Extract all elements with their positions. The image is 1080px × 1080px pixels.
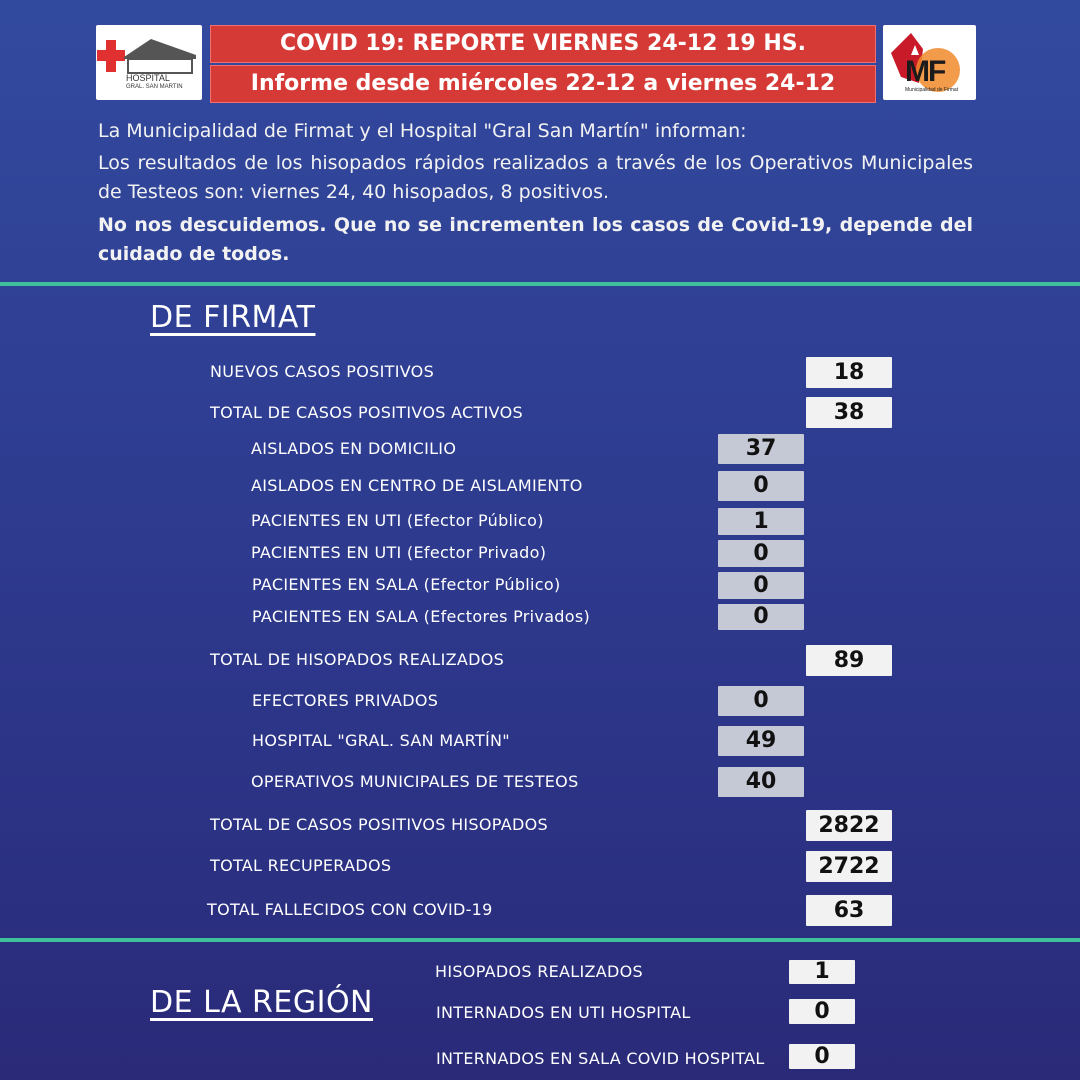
row-value-uti-publico: 1 (718, 508, 804, 535)
row-value-sala-publico: 0 (718, 572, 804, 599)
row-label-sala-publico: PACIENTES EN SALA (Efector Público) (252, 575, 561, 594)
row-label-efectores-privados: EFECTORES PRIVADOS (252, 691, 439, 710)
row-value-uti-privado: 0 (718, 540, 804, 567)
row-value-efectores-privados: 0 (718, 686, 804, 716)
municipal-logo-caption: Municipalidad de Firmat (905, 87, 959, 93)
intro-line-2: Los resultados de los hisopados rápidos realizados a través de los Operativos Municipales de Testeos son: viernes 24, 40 hisopados, 8 positivos. (98, 152, 973, 203)
row-value-total-hisopados: 89 (806, 645, 892, 676)
row-label-uti-privado: PACIENTES EN UTI (Efector Privado) (251, 543, 547, 562)
region-label-sala: INTERNADOS EN SALA COVID HOSPITAL (436, 1049, 765, 1068)
row-value-aislados-domicilio: 37 (718, 434, 804, 464)
hospital-logo-line2: GRAL. SAN MARTIN (126, 84, 183, 90)
separator-bottom (0, 938, 1080, 942)
row-value-total-fallecidos: 63 (806, 895, 892, 926)
row-value-operativos: 40 (718, 767, 804, 797)
row-label-total-recuperados: TOTAL RECUPERADOS (210, 856, 392, 875)
intro-text (98, 117, 973, 269)
row-label-nuevos-casos: NUEVOS CASOS POSITIVOS (210, 362, 435, 381)
row-value-nuevos-casos: 18 (806, 357, 892, 388)
region-value-uti: 0 (789, 999, 855, 1024)
row-label-total-hisopados: TOTAL DE HISOPADOS REALIZADOS (210, 650, 505, 669)
municipal-logo (883, 25, 976, 100)
row-label-total-positivos-hisopados: TOTAL DE CASOS POSITIVOS HISOPADOS (210, 815, 548, 834)
row-value-total-positivos-hisopados: 2822 (806, 810, 892, 841)
hospital-logo-line1: HOSPITAL (126, 73, 170, 83)
row-value-hospital: 49 (718, 726, 804, 756)
intro-line-3: No nos descuidemos. Que no se incrementen los casos de Covid-19, depende del cuidado de todos. (98, 214, 973, 265)
row-value-total-recuperados: 2722 (806, 851, 892, 882)
row-value-sala-privados: 0 (718, 604, 804, 630)
row-label-aislados-centro: AISLADOS EN CENTRO DE AISLAMIENTO (251, 476, 583, 495)
row-label-aislados-domicilio: AISLADOS EN DOMICILIO (251, 439, 457, 458)
region-label-uti: INTERNADOS EN UTI HOSPITAL (436, 1003, 691, 1022)
row-label-uti-publico: PACIENTES EN UTI (Efector Público) (251, 511, 544, 530)
hospital-logo (96, 25, 202, 100)
section-title-region: DE LA REGIÓN (150, 985, 374, 1020)
region-value-sala: 0 (789, 1044, 855, 1069)
region-label-hisopados: HISOPADOS REALIZADOS (435, 962, 644, 981)
row-value-aislados-centro: 0 (718, 471, 804, 501)
row-label-total-activos: TOTAL DE CASOS POSITIVOS ACTIVOS (210, 403, 523, 422)
intro-line-1: La Municipalidad de Firmat y el Hospital "Gral San Martín" informan: (98, 120, 747, 142)
row-label-total-fallecidos: TOTAL FALLECIDOS CON COVID-19 (207, 900, 493, 919)
row-label-operativos: OPERATIVOS MUNICIPALES DE TESTEOS (251, 772, 579, 791)
section-title-firmat: DE FIRMAT (150, 300, 316, 335)
report-subtitle: Informe desde miércoles 22-12 a viernes 24-12 (210, 65, 876, 103)
separator-top (0, 282, 1080, 286)
row-value-total-activos: 38 (806, 397, 892, 428)
row-label-hospital: HOSPITAL "GRAL. SAN MARTÍN" (252, 731, 510, 750)
region-value-hisopados: 1 (789, 960, 855, 984)
row-label-sala-privados: PACIENTES EN SALA (Efectores Privados) (252, 607, 591, 626)
municipal-logo-mark: MF (905, 55, 945, 88)
report-title: COVID 19: REPORTE VIERNES 24-12 19 HS. (210, 25, 876, 63)
